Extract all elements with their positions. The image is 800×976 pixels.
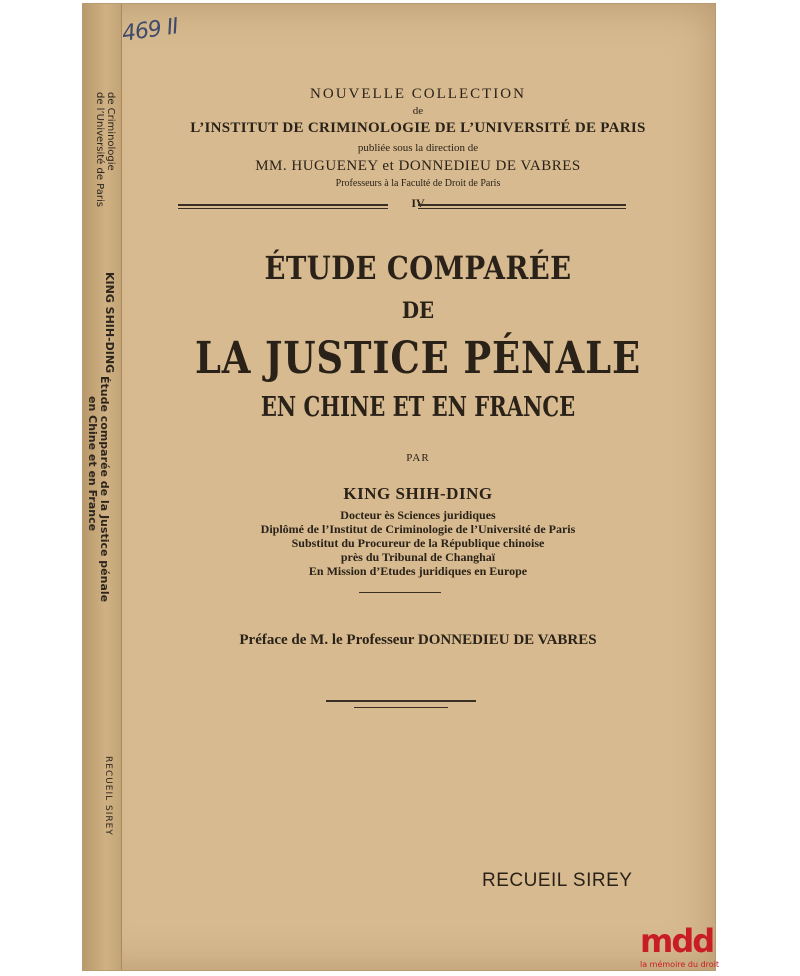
author-name: KING SHIH-DING	[343, 484, 493, 503]
preface-line: Préface de M. le Professeur DONNEDIEU DE VABRES	[239, 632, 597, 648]
spine-series: de l’Université de Paris	[94, 92, 105, 207]
title-line2: DE	[401, 298, 435, 324]
directors: MM. HUGUENEY et DONNEDIEU DE VABRES	[255, 158, 581, 174]
title-line3: LA JUSTICE PÉNALE	[194, 333, 642, 384]
publisher: RECUEIL SIREY	[482, 870, 633, 891]
mdd-logo	[640, 922, 720, 973]
spine-title-line1: Étude comparée de la Justice pénale	[98, 376, 111, 603]
header-rule-right	[418, 204, 626, 206]
spine-series-prefix: de Criminologie	[105, 92, 116, 171]
collection-de: de	[412, 105, 424, 117]
credential-5: En Mission d’Etudes juridiques en Europe	[308, 564, 528, 578]
institute-name: L’INSTITUT DE CRIMINOLOGIE DE L’UNIVERSITÉ DE PARIS	[190, 120, 646, 136]
volume-number: IV	[411, 196, 425, 210]
bottom-rule-1	[326, 700, 476, 702]
publiee-line: publiée sous la direction de	[357, 142, 479, 154]
mdd-logo-tagline: la mémoire du droit	[640, 960, 720, 969]
par-label: PAR	[406, 452, 430, 464]
credential-2: Diplômé de l’Institut de Criminologie de l’Université de Paris	[260, 522, 576, 536]
credential-3: Substitut du Procureur de la République chinoise	[291, 536, 545, 550]
collection-title: NOUVELLE COLLECTION	[310, 86, 526, 102]
book-spine	[83, 4, 122, 970]
credential-1: Docteur ès Sciences juridiques	[340, 508, 496, 522]
author-divider	[359, 592, 441, 593]
bottom-rule-2	[354, 707, 448, 708]
spine-publisher: RECUEIL SIREY	[103, 756, 113, 836]
credential-4: près du Tribunal de Changhaï	[340, 550, 496, 564]
title-line1: ÉTUDE COMPARÉE	[264, 249, 572, 287]
title-line4: EN CHINE ET EN FRANCE	[260, 392, 576, 423]
mdd-logo-mark: mdd	[640, 922, 714, 960]
spine-author: KING SHIH-DING	[103, 272, 116, 374]
professors: Professeurs à la Faculté de Droit de Paris	[335, 178, 501, 189]
spine-title-line2: en Chine et en France	[86, 396, 99, 532]
handwritten-mark: 469 II	[120, 14, 180, 47]
